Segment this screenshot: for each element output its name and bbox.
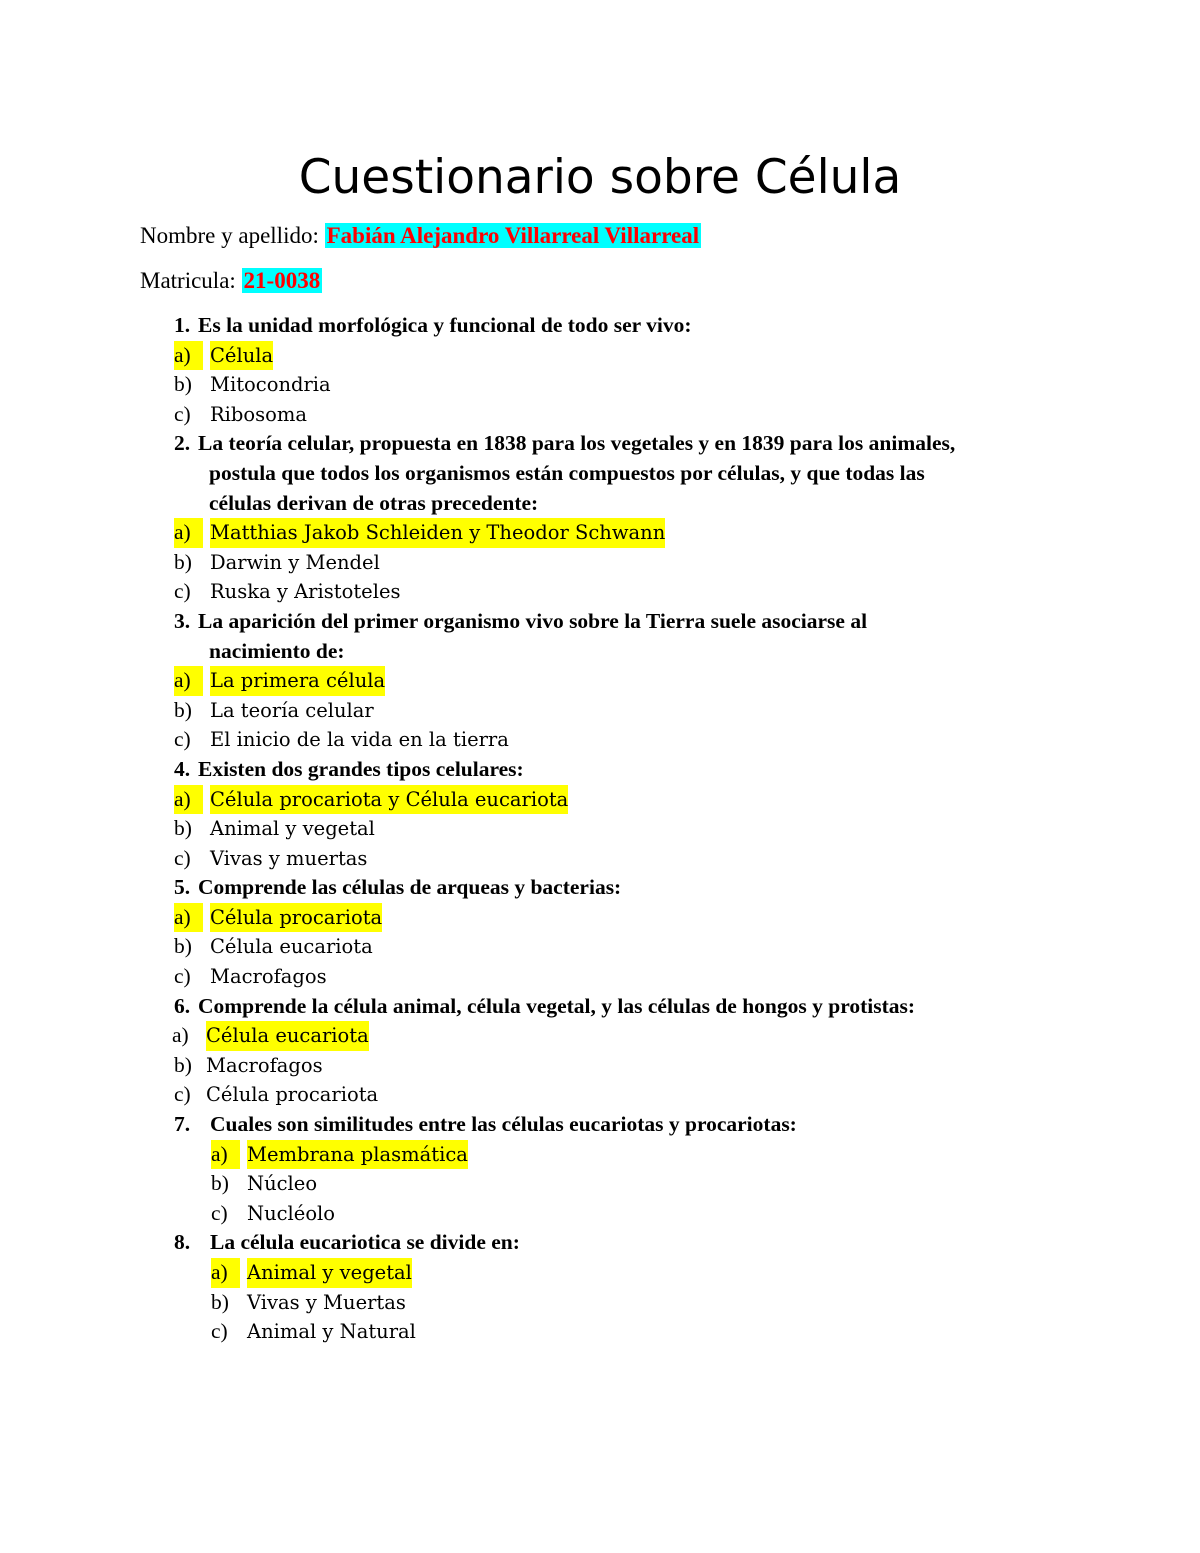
option-text: Mitocondria (210, 373, 331, 397)
option-letter: c) (211, 1200, 228, 1225)
answer-option (0, 1080, 1200, 1110)
option-letter: c) (174, 401, 191, 426)
question-number: 6. (174, 993, 191, 1018)
option-letter: b) (211, 1289, 229, 1314)
question-line (0, 607, 1200, 637)
answer-option (0, 1051, 1200, 1081)
option-letter: b) (174, 816, 192, 841)
option-text: Célula procariota (210, 903, 382, 933)
option-text: La teoría celular (210, 698, 374, 722)
option-letter: a) (174, 903, 203, 933)
question-line (0, 992, 1200, 1022)
question-number: 5. (174, 875, 191, 900)
question-text: Comprende la célula animal, célula vegetal, y las células de hongos y protistas: (198, 993, 916, 1018)
option-text: Vivas y Muertas (247, 1290, 406, 1314)
question-text: células derivan de otras precedente: (209, 490, 539, 515)
question-line (0, 459, 1200, 489)
question-list (0, 311, 1200, 1347)
option-text: Matthias Jakob Schleiden y Theodor Schwann (210, 518, 665, 548)
option-text: Ruska y Aristoteles (210, 580, 401, 604)
answer-option (0, 785, 1200, 815)
option-text: Núcleo (247, 1172, 318, 1196)
option-text: Darwin y Mendel (210, 550, 380, 574)
answer-option (0, 341, 1200, 371)
option-text: Ribosoma (210, 402, 308, 426)
question-line (0, 873, 1200, 903)
answer-option (0, 518, 1200, 548)
student-name-value: Fabián Alejandro Villarreal Villarreal (326, 223, 700, 248)
option-text: Macrofagos (210, 965, 327, 989)
option-letter: a) (172, 1023, 189, 1048)
option-text: El inicio de la vida en la tierra (210, 728, 509, 752)
question-line (0, 637, 1200, 667)
question-line (0, 429, 1200, 459)
question-line (0, 755, 1200, 785)
option-text: Animal y vegetal (210, 817, 375, 841)
option-letter: a) (174, 666, 203, 696)
option-letter: b) (174, 697, 192, 722)
answer-option (0, 666, 1200, 696)
answer-option (0, 1258, 1200, 1288)
option-letter: c) (174, 845, 191, 870)
answer-option (0, 1288, 1200, 1318)
question-text: Es la unidad morfológica y funcional de todo ser vivo: (198, 313, 692, 337)
answer-option (0, 1140, 1200, 1170)
option-letter: b) (174, 372, 192, 397)
student-id-row (140, 266, 322, 296)
answer-option (0, 1199, 1200, 1229)
question-text: postula que todos los organismos están compuestos por células, y que todas las (209, 460, 925, 485)
option-letter: a) (174, 518, 203, 548)
question-text: nacimiento de: (209, 638, 345, 663)
answer-option (0, 400, 1200, 430)
question-text: La teoría celular, propuesta en 1838 para los vegetales y en 1839 para los animales, (198, 431, 956, 456)
question-number: 1. (174, 313, 191, 337)
option-letter: c) (174, 1082, 191, 1107)
option-letter: a) (174, 785, 203, 815)
answer-option (0, 903, 1200, 933)
answer-option (0, 370, 1200, 400)
answer-option (0, 1317, 1200, 1347)
answer-option (0, 1021, 1200, 1051)
question-line (0, 1228, 1200, 1258)
option-text: Animal y Natural (247, 1320, 416, 1344)
option-text: Membrana plasmática (247, 1140, 468, 1170)
answer-option (0, 577, 1200, 607)
option-text: Célula procariota y Célula eucariota (210, 785, 568, 815)
question-number: 2. (174, 431, 191, 456)
option-letter: b) (174, 1052, 192, 1077)
option-letter: b) (174, 934, 192, 959)
answer-option (0, 962, 1200, 992)
answer-option (0, 844, 1200, 874)
answer-option (0, 932, 1200, 962)
question-text: La célula eucariotica se divide en: (210, 1230, 520, 1255)
question-number: 4. (174, 756, 191, 781)
option-text: Célula eucariota (206, 1021, 369, 1051)
question-line (0, 311, 1200, 341)
answer-option (0, 1169, 1200, 1199)
question-line (0, 489, 1200, 519)
student-name-row (140, 221, 701, 251)
option-letter: b) (174, 549, 192, 574)
student-name-label: Nombre y apellido: (140, 223, 319, 248)
question-line (0, 1110, 1200, 1140)
option-letter: c) (174, 727, 191, 752)
option-letter: a) (211, 1258, 240, 1288)
question-text: Existen dos grandes tipos celulares: (198, 756, 524, 781)
question-text: La aparición del primer organismo vivo sobre la Tierra suele asociarse al (198, 608, 868, 633)
option-text: Nucléolo (247, 1201, 336, 1225)
answer-option (0, 548, 1200, 578)
question-number: 3. (174, 608, 191, 633)
option-text: Célula (210, 341, 273, 371)
option-letter: b) (211, 1171, 229, 1196)
option-letter: c) (174, 579, 191, 604)
option-letter: a) (174, 341, 203, 371)
student-id-value: 21-0038 (243, 268, 321, 293)
question-text: Comprende las células de arqueas y bacterias: (198, 875, 622, 900)
student-id-label: Matricula: (140, 268, 236, 293)
page-title: Cuestionario sobre Célula (298, 150, 902, 205)
answer-option (0, 814, 1200, 844)
option-text: Macrofagos (206, 1053, 323, 1077)
option-text: Célula procariota (206, 1083, 379, 1107)
option-letter: c) (211, 1319, 228, 1344)
option-letter: a) (211, 1140, 240, 1170)
question-number: 8. (174, 1230, 191, 1255)
question-text: Cuales son similitudes entre las células eucariotas y procariotas: (210, 1112, 797, 1137)
question-number: 7. (174, 1112, 191, 1137)
option-text: Vivas y muertas (210, 846, 368, 870)
option-letter: c) (174, 964, 191, 989)
option-text: La primera célula (210, 666, 385, 696)
option-text: Animal y vegetal (247, 1258, 412, 1288)
answer-option (0, 725, 1200, 755)
option-text: Célula eucariota (210, 935, 373, 959)
answer-option (0, 696, 1200, 726)
